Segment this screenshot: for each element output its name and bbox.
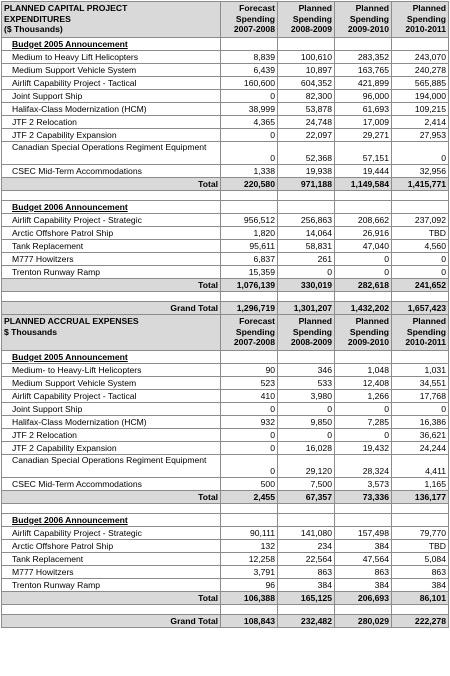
row-value: 500 <box>221 478 278 491</box>
row-value: 0 <box>392 403 449 416</box>
row-value: 0 <box>221 142 278 165</box>
column-header-line: Spending <box>406 326 446 337</box>
column-header <box>278 2 335 38</box>
section-title-line: EXPENDITURES <box>4 13 71 24</box>
row-label: CSEC Mid-Term Accommodations <box>2 478 221 491</box>
row-value: 52,368 <box>278 142 335 165</box>
row-value: 22,097 <box>278 129 335 142</box>
row-label: Medium Support Vehicle System <box>2 64 221 77</box>
row-value: 237,092 <box>392 214 449 227</box>
column-header-line: 2010-2011 <box>405 337 446 347</box>
row-value: 384 <box>278 579 335 592</box>
total-label: Grand Total <box>2 302 221 315</box>
empty-cell <box>278 605 335 615</box>
table-row <box>2 566 449 579</box>
subsection-heading: Budget 2006 Announcement <box>2 201 221 214</box>
table-row <box>2 90 449 103</box>
subsection-heading-row <box>2 514 449 527</box>
row-label: Trenton Runway Ramp <box>2 579 221 592</box>
total-value: 2,455 <box>221 491 278 504</box>
row-value: 29,120 <box>278 455 335 478</box>
row-value: 565,885 <box>392 77 449 90</box>
row-value: 157,498 <box>335 527 392 540</box>
table-row <box>2 553 449 566</box>
column-header <box>335 2 392 38</box>
row-label: Medium- to Heavy-Lift Helicopters <box>2 364 221 377</box>
column-header-line: 2008-2009 <box>290 337 332 347</box>
planned-spending-table <box>1 1 449 628</box>
row-value: 90 <box>221 364 278 377</box>
column-header-line: Planned <box>298 316 332 326</box>
total-label: Total <box>2 491 221 504</box>
row-value: 0 <box>392 253 449 266</box>
total-value: 206,693 <box>335 592 392 605</box>
row-value: 19,938 <box>278 165 335 178</box>
row-value: 0 <box>392 142 449 165</box>
empty-cell <box>392 351 449 364</box>
row-value: 3,791 <box>221 566 278 579</box>
row-value: 0 <box>221 429 278 442</box>
row-value: 109,215 <box>392 103 449 116</box>
row-value: 47,564 <box>335 553 392 566</box>
empty-cell <box>392 191 449 201</box>
total-value: 220,580 <box>221 178 278 191</box>
empty-cell <box>221 292 278 302</box>
row-value: 95,611 <box>221 240 278 253</box>
row-label: Joint Support Ship <box>2 90 221 103</box>
column-header-line: 2008-2009 <box>290 24 332 34</box>
row-value: 0 <box>278 403 335 416</box>
total-value: 232,482 <box>278 615 335 628</box>
column-header <box>221 2 278 38</box>
column-header <box>335 315 392 351</box>
empty-cell <box>221 504 278 514</box>
row-value: 19,432 <box>335 442 392 455</box>
row-label: Canadian Special Operations Regiment Equipment <box>2 455 221 478</box>
spacer-row <box>2 292 449 302</box>
row-value: 384 <box>335 540 392 553</box>
row-label: JTF 2 Relocation <box>2 116 221 129</box>
row-value: 7,285 <box>335 416 392 429</box>
row-value: 26,916 <box>335 227 392 240</box>
subsection-heading: Budget 2006 Announcement <box>2 514 221 527</box>
row-value: 234 <box>278 540 335 553</box>
row-value: 240,278 <box>392 64 449 77</box>
row-label: Arctic Offshore Patrol Ship <box>2 227 221 240</box>
section-title <box>2 2 221 38</box>
table-row <box>2 540 449 553</box>
table-row <box>2 142 449 165</box>
table-row <box>2 253 449 266</box>
row-label: M777 Howitzers <box>2 566 221 579</box>
row-value: 58,831 <box>278 240 335 253</box>
empty-cell <box>335 514 392 527</box>
column-header-line: 2007-2008 <box>233 337 275 347</box>
row-value: 283,352 <box>335 51 392 64</box>
empty-cell <box>392 504 449 514</box>
row-value: 57,151 <box>335 142 392 165</box>
table-row <box>2 390 449 403</box>
empty-cell <box>221 351 278 364</box>
table-row <box>2 579 449 592</box>
table-row <box>2 116 449 129</box>
total-label: Total <box>2 279 221 292</box>
total-value: 222,278 <box>392 615 449 628</box>
column-header-line: Spending <box>292 13 332 24</box>
row-value: 17,768 <box>392 390 449 403</box>
row-value: 1,048 <box>335 364 392 377</box>
empty-cell <box>278 191 335 201</box>
empty-cell <box>278 514 335 527</box>
spacer-row <box>2 191 449 201</box>
empty-cell <box>2 605 221 615</box>
row-value: 261 <box>278 253 335 266</box>
row-value: 346 <box>278 364 335 377</box>
empty-cell <box>335 292 392 302</box>
table-row <box>2 442 449 455</box>
column-header-line: 2010-2011 <box>405 24 446 34</box>
column-header-line: 2009-2010 <box>347 24 389 34</box>
column-header-line: Planned <box>412 3 446 13</box>
total-label: Grand Total <box>2 615 221 628</box>
column-header-line: Spending <box>349 13 389 24</box>
row-value: 8,839 <box>221 51 278 64</box>
column-header-line: Planned <box>298 3 332 13</box>
subtotal-row <box>2 279 449 292</box>
total-value: 1,076,139 <box>221 279 278 292</box>
empty-cell <box>392 514 449 527</box>
row-label: Airlift Capability Project - Strategic <box>2 527 221 540</box>
row-value: 96 <box>221 579 278 592</box>
column-header-line: Spending <box>235 326 275 337</box>
empty-cell <box>278 38 335 51</box>
row-value: 24,244 <box>392 442 449 455</box>
table-row <box>2 364 449 377</box>
row-value: 0 <box>221 129 278 142</box>
total-value: 136,177 <box>392 491 449 504</box>
row-value: 1,165 <box>392 478 449 491</box>
total-value: 67,357 <box>278 491 335 504</box>
table-row <box>2 165 449 178</box>
row-value: 0 <box>335 403 392 416</box>
row-value: 141,080 <box>278 527 335 540</box>
total-value: 106,388 <box>221 592 278 605</box>
empty-cell <box>392 292 449 302</box>
row-value: 22,564 <box>278 553 335 566</box>
row-value: 3,573 <box>335 478 392 491</box>
empty-cell <box>335 201 392 214</box>
row-value: TBD <box>392 227 449 240</box>
row-label: Airlift Capability Project - Tactical <box>2 390 221 403</box>
total-value: 1,149,584 <box>335 178 392 191</box>
row-value: 36,621 <box>392 429 449 442</box>
row-label: M777 Howitzers <box>2 253 221 266</box>
row-value: 208,662 <box>335 214 392 227</box>
row-value: 9,850 <box>278 416 335 429</box>
total-label: Total <box>2 178 221 191</box>
row-value: 61,693 <box>335 103 392 116</box>
table-row <box>2 227 449 240</box>
row-label: Trenton Runway Ramp <box>2 266 221 279</box>
table-row <box>2 240 449 253</box>
row-value: 0 <box>221 455 278 478</box>
row-value: 7,500 <box>278 478 335 491</box>
subtotal-row <box>2 178 449 191</box>
row-value: 28,324 <box>335 455 392 478</box>
total-value: 282,618 <box>335 279 392 292</box>
subsection-heading-row <box>2 351 449 364</box>
subtotal-row <box>2 491 449 504</box>
row-value: 10,897 <box>278 64 335 77</box>
column-header-line: Forecast <box>239 316 275 326</box>
empty-cell <box>335 504 392 514</box>
row-label: Tank Replacement <box>2 553 221 566</box>
row-value: 384 <box>335 579 392 592</box>
column-header-line: Spending <box>292 326 332 337</box>
row-value: 1,266 <box>335 390 392 403</box>
row-value: 0 <box>221 403 278 416</box>
section-title-line: $ Thousands <box>4 326 58 337</box>
total-value: 1,301,207 <box>278 302 335 315</box>
table-row <box>2 478 449 491</box>
row-value: 19,444 <box>335 165 392 178</box>
total-value: 108,843 <box>221 615 278 628</box>
row-value: 6,439 <box>221 64 278 77</box>
row-value: 0 <box>335 253 392 266</box>
row-value: 34,551 <box>392 377 449 390</box>
row-value: 5,084 <box>392 553 449 566</box>
section-title-line: ($ Thousands) <box>4 24 63 34</box>
row-value: 4,365 <box>221 116 278 129</box>
row-value: 2,414 <box>392 116 449 129</box>
row-value: 27,953 <box>392 129 449 142</box>
column-header <box>221 315 278 351</box>
empty-cell <box>335 38 392 51</box>
section-title-line: PLANNED ACCRUAL EXPENSES <box>4 316 139 326</box>
total-value: 1,657,423 <box>392 302 449 315</box>
row-value: 533 <box>278 377 335 390</box>
row-value: 12,408 <box>335 377 392 390</box>
row-value: 0 <box>392 266 449 279</box>
empty-cell <box>335 191 392 201</box>
table-row <box>2 77 449 90</box>
table-row <box>2 214 449 227</box>
row-value: TBD <box>392 540 449 553</box>
total-value: 86,101 <box>392 592 449 605</box>
total-value: 971,188 <box>278 178 335 191</box>
row-value: 96,000 <box>335 90 392 103</box>
table-row <box>2 64 449 77</box>
empty-cell <box>221 201 278 214</box>
table-row <box>2 416 449 429</box>
total-value: 241,652 <box>392 279 449 292</box>
total-value: 1,296,719 <box>221 302 278 315</box>
row-value: 256,863 <box>278 214 335 227</box>
column-header-line: Planned <box>355 3 389 13</box>
grand-total-row <box>2 302 449 315</box>
row-value: 863 <box>392 566 449 579</box>
spacer-row <box>2 504 449 514</box>
row-value: 16,386 <box>392 416 449 429</box>
empty-cell <box>2 191 221 201</box>
column-header-line: Spending <box>349 326 389 337</box>
row-label: Tank Replacement <box>2 240 221 253</box>
table-row <box>2 266 449 279</box>
row-label: JTF 2 Relocation <box>2 429 221 442</box>
row-label: Arctic Offshore Patrol Ship <box>2 540 221 553</box>
column-header-line: Forecast <box>239 3 275 13</box>
row-label: Airlift Capability Project - Tactical <box>2 77 221 90</box>
column-header-line: Spending <box>235 13 275 24</box>
row-value: 243,070 <box>392 51 449 64</box>
row-label: Canadian Special Operations Regiment Equipment <box>2 142 221 165</box>
empty-cell <box>221 191 278 201</box>
empty-cell <box>278 292 335 302</box>
total-value: 73,336 <box>335 491 392 504</box>
table-row <box>2 129 449 142</box>
table-row <box>2 377 449 390</box>
subsection-heading: Budget 2005 Announcement <box>2 351 221 364</box>
row-value: 1,031 <box>392 364 449 377</box>
row-value: 82,300 <box>278 90 335 103</box>
row-value: 24,748 <box>278 116 335 129</box>
empty-cell <box>392 201 449 214</box>
column-header-line: Planned <box>355 316 389 326</box>
accrual-header-row <box>2 315 449 351</box>
row-value: 4,560 <box>392 240 449 253</box>
column-header-line: 2007-2008 <box>233 24 275 34</box>
subsection-heading: Budget 2005 Announcement <box>2 38 221 51</box>
row-label: Airlift Capability Project - Strategic <box>2 214 221 227</box>
total-value: 330,019 <box>278 279 335 292</box>
row-value: 53,878 <box>278 103 335 116</box>
empty-cell <box>221 38 278 51</box>
row-label: JTF 2 Capability Expansion <box>2 129 221 142</box>
empty-cell <box>221 514 278 527</box>
row-value: 47,040 <box>335 240 392 253</box>
row-value: 12,258 <box>221 553 278 566</box>
row-value: 29,271 <box>335 129 392 142</box>
column-header-line: Planned <box>412 316 446 326</box>
row-value: 90,111 <box>221 527 278 540</box>
row-value: 0 <box>221 442 278 455</box>
section-title-line: PLANNED CAPITAL PROJECT <box>4 3 128 13</box>
table-row <box>2 527 449 540</box>
row-value: 3,980 <box>278 390 335 403</box>
row-value: 0 <box>335 429 392 442</box>
row-value: 14,064 <box>278 227 335 240</box>
row-value: 32,956 <box>392 165 449 178</box>
subsection-heading-row <box>2 38 449 51</box>
capital-header-row <box>2 2 449 38</box>
row-value: 1,338 <box>221 165 278 178</box>
row-value: 38,999 <box>221 103 278 116</box>
empty-cell <box>392 38 449 51</box>
row-value: 6,837 <box>221 253 278 266</box>
row-label: Joint Support Ship <box>2 403 221 416</box>
row-value: 4,411 <box>392 455 449 478</box>
row-value: 16,028 <box>278 442 335 455</box>
total-value: 1,415,771 <box>392 178 449 191</box>
table-row <box>2 429 449 442</box>
column-header <box>392 315 449 351</box>
empty-cell <box>278 201 335 214</box>
row-value: 79,770 <box>392 527 449 540</box>
empty-cell <box>335 605 392 615</box>
total-label: Total <box>2 592 221 605</box>
row-value: 0 <box>335 266 392 279</box>
column-header-line: 2009-2010 <box>347 337 389 347</box>
empty-cell <box>278 504 335 514</box>
row-label: JTF 2 Capability Expansion <box>2 442 221 455</box>
column-header-line: Spending <box>406 13 446 24</box>
empty-cell <box>221 605 278 615</box>
row-value: 163,765 <box>335 64 392 77</box>
row-label: CSEC Mid-Term Accommodations <box>2 165 221 178</box>
row-value: 384 <box>392 579 449 592</box>
row-value: 0 <box>278 266 335 279</box>
subsection-heading-row <box>2 201 449 214</box>
empty-cell <box>278 351 335 364</box>
row-value: 0 <box>278 429 335 442</box>
row-value: 421,899 <box>335 77 392 90</box>
row-label: Medium Support Vehicle System <box>2 377 221 390</box>
row-label: Halifax-Class Modernization (HCM) <box>2 103 221 116</box>
row-value: 15,359 <box>221 266 278 279</box>
row-value: 1,820 <box>221 227 278 240</box>
empty-cell <box>335 351 392 364</box>
table-row <box>2 103 449 116</box>
row-value: 410 <box>221 390 278 403</box>
row-value: 932 <box>221 416 278 429</box>
column-header <box>278 315 335 351</box>
row-value: 194,000 <box>392 90 449 103</box>
column-header <box>392 2 449 38</box>
row-label: Halifax-Class Modernization (HCM) <box>2 416 221 429</box>
spacer-row <box>2 605 449 615</box>
row-value: 523 <box>221 377 278 390</box>
table-row <box>2 455 449 478</box>
row-value: 17,009 <box>335 116 392 129</box>
row-label: Medium to Heavy Lift Helicopters <box>2 51 221 64</box>
table-row <box>2 403 449 416</box>
total-value: 1,432,202 <box>335 302 392 315</box>
subtotal-row <box>2 592 449 605</box>
section-title <box>2 315 221 351</box>
row-value: 863 <box>335 566 392 579</box>
row-value: 0 <box>221 90 278 103</box>
table-row <box>2 51 449 64</box>
empty-cell <box>2 504 221 514</box>
row-value: 956,512 <box>221 214 278 227</box>
row-value: 604,352 <box>278 77 335 90</box>
row-value: 100,610 <box>278 51 335 64</box>
total-value: 280,029 <box>335 615 392 628</box>
total-value: 165,125 <box>278 592 335 605</box>
empty-cell <box>2 292 221 302</box>
row-value: 132 <box>221 540 278 553</box>
empty-cell <box>392 605 449 615</box>
row-value: 863 <box>278 566 335 579</box>
grand-total-row <box>2 615 449 628</box>
row-value: 160,600 <box>221 77 278 90</box>
